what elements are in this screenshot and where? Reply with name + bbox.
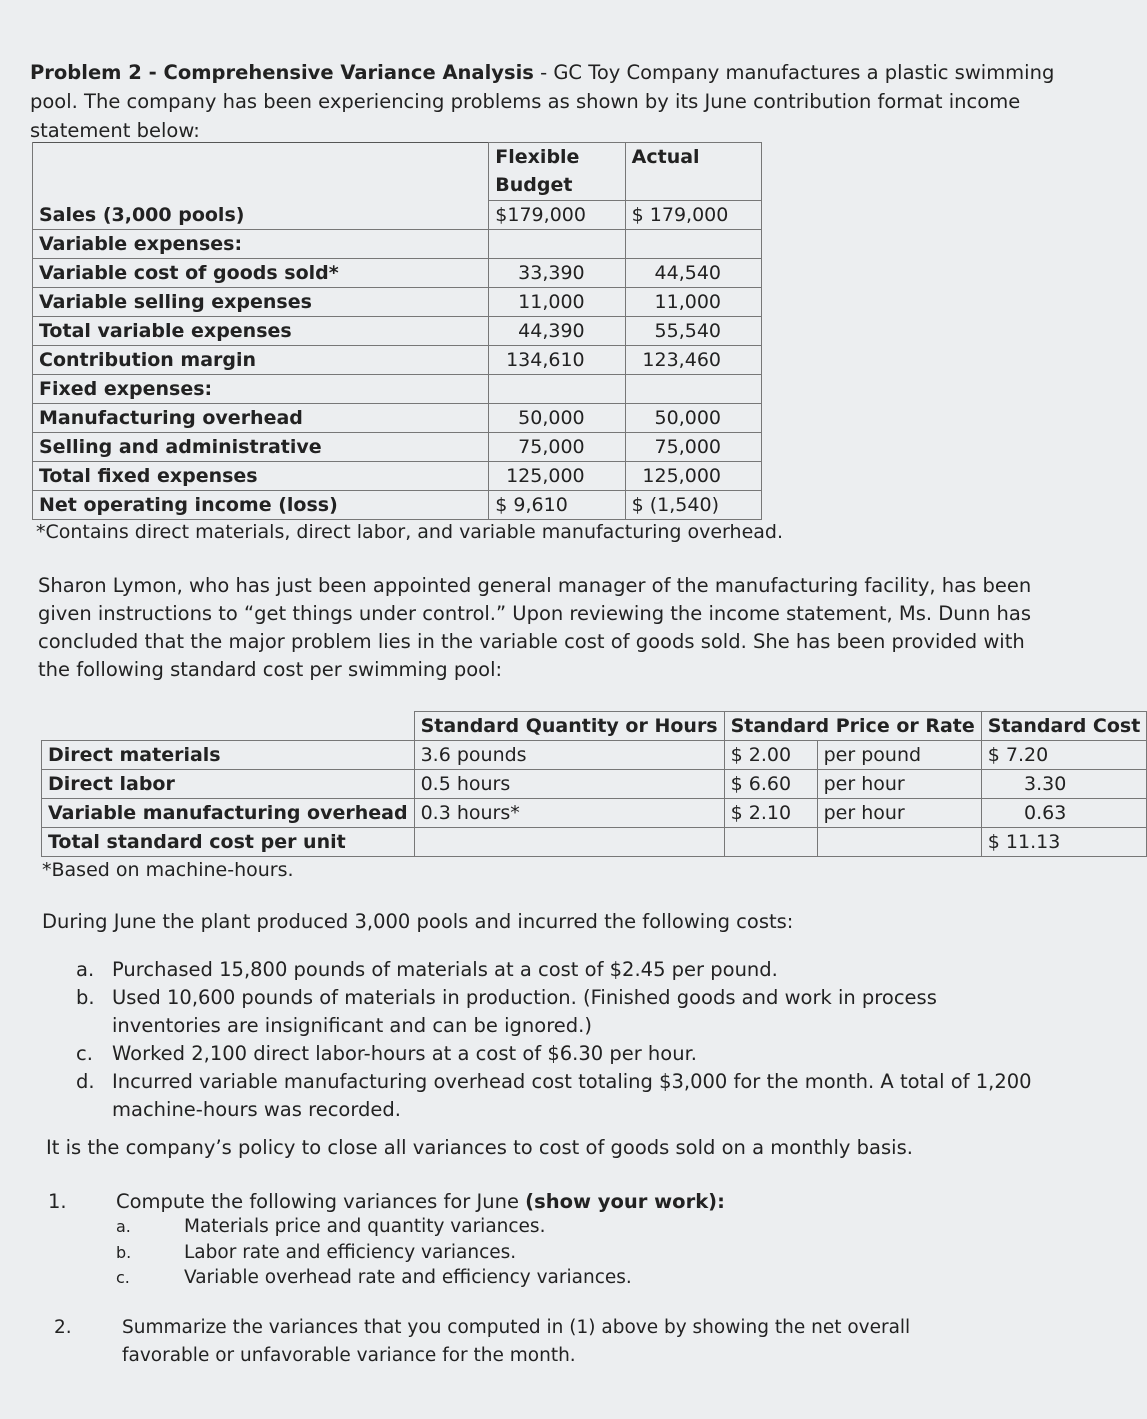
- question-1-sub-c: c. Variable overhead rate and efficiency variances.: [116, 1267, 632, 1288]
- table-row: Manufacturing overhead 50,000 50,000: [33, 404, 762, 433]
- table-row: Variable expenses:: [33, 230, 762, 259]
- table-row: Net operating income (loss) $ 9,610 $ (1,540): [33, 491, 762, 520]
- standard-cost-table: [41, 711, 1147, 857]
- table-row: Selling and administrative 75,000 75,000: [33, 433, 762, 462]
- manager-paragraph: Sharon Lymon, who has just been appointed general manager of the manufacturing facility, has been given instructions to “get things under control.” Upon reviewing the income statement, Ms. Dunn has concluded that the major problem lies in the variable cost of goods sold. She has been provided with the following standard cost per swimming pool:: [38, 574, 1032, 681]
- income-statement-table: [32, 142, 762, 520]
- table-row: Variable selling expenses 11,000 11,000: [33, 288, 762, 317]
- question-2: [54, 1314, 1014, 1366]
- question-1-number: 1.: [48, 1190, 67, 1213]
- question-1-sub-b: b. Labor rate and efficiency variances.: [116, 1242, 517, 1263]
- question-1-sub-a: a. Materials price and quantity variances.: [116, 1216, 546, 1237]
- std-cost-header: Standard Cost: [981, 712, 1147, 741]
- june-costs-intro: During June the plant produced 3,000 pools and incurred the following costs:: [42, 910, 794, 933]
- actual-header: Actual: [625, 143, 761, 201]
- list-item: a. Purchased 15,800 pounds of materials at a cost of $2.45 per pound.: [76, 958, 778, 981]
- table-row: Fixed expenses:: [33, 375, 762, 404]
- intro-text: - GC Toy Company manufactures a plastic swimming pool. The company has been experiencing problems as shown by its June contribution format income statement below:: [30, 61, 1055, 142]
- std-price-header: Standard Price or Rate: [724, 712, 981, 741]
- question-2-number: 2.: [54, 1317, 72, 1338]
- standard-cost-footnote: *Based on machine-hours.: [42, 859, 294, 881]
- table-row: Variable manufacturing overhead 0.3 hours* $ 2.10 per hour 0.63: [42, 799, 1147, 828]
- table-row: Direct materials 3.6 pounds $ 2.00 per pound $ 7.20: [42, 741, 1147, 770]
- table-row: Direct labor 0.5 hours $ 6.60 per hour 3.30: [42, 770, 1147, 799]
- table-row: Contribution margin 134,610 123,460: [33, 346, 762, 375]
- flexible-budget-header: Flexible Budget: [489, 143, 625, 201]
- income-statement-footnote: *Contains direct materials, direct labor, and variable manufacturing overhead.: [36, 521, 784, 543]
- table-row: Total standard cost per unit $ 11.13: [42, 828, 1147, 857]
- intro-paragraph: [30, 58, 1060, 145]
- problem-title: Problem 2 - Comprehensive Variance Analysis: [30, 61, 534, 84]
- list-item: c. Worked 2,100 direct labor-hours at a cost of $6.30 per hour.: [76, 1042, 698, 1065]
- table-row: Total variable expenses 44,390 55,540: [33, 317, 762, 346]
- table-row: Sales (3,000 pools) $179,000 $ 179,000: [33, 201, 762, 230]
- list-item: d. Incurred variable manufacturing overhead cost totaling $3,000 for the month. A total of 1,200 machine-hours was recorded.: [76, 1070, 1032, 1121]
- std-qty-header: Standard Quantity or Hours: [414, 712, 724, 741]
- costs-list: [76, 956, 1036, 1124]
- list-item: b. Used 10,600 pounds of materials in production. (Finished goods and work in process inventories are insignificant and can be ignored.): [76, 986, 937, 1037]
- table-row: Total fixed expenses 125,000 125,000: [33, 462, 762, 491]
- question-2-text: Summarize the variances that you computed in (1) above by showing the net overall favorable or unfavorable variance for the month.: [122, 1317, 911, 1366]
- question-1: 1. Compute the following variances for June (show your work):: [48, 1190, 725, 1213]
- policy-paragraph: It is the company’s policy to close all variances to cost of goods sold on a monthly basis.: [46, 1136, 913, 1159]
- table-row: Variable cost of goods sold* 33,390 44,540: [33, 259, 762, 288]
